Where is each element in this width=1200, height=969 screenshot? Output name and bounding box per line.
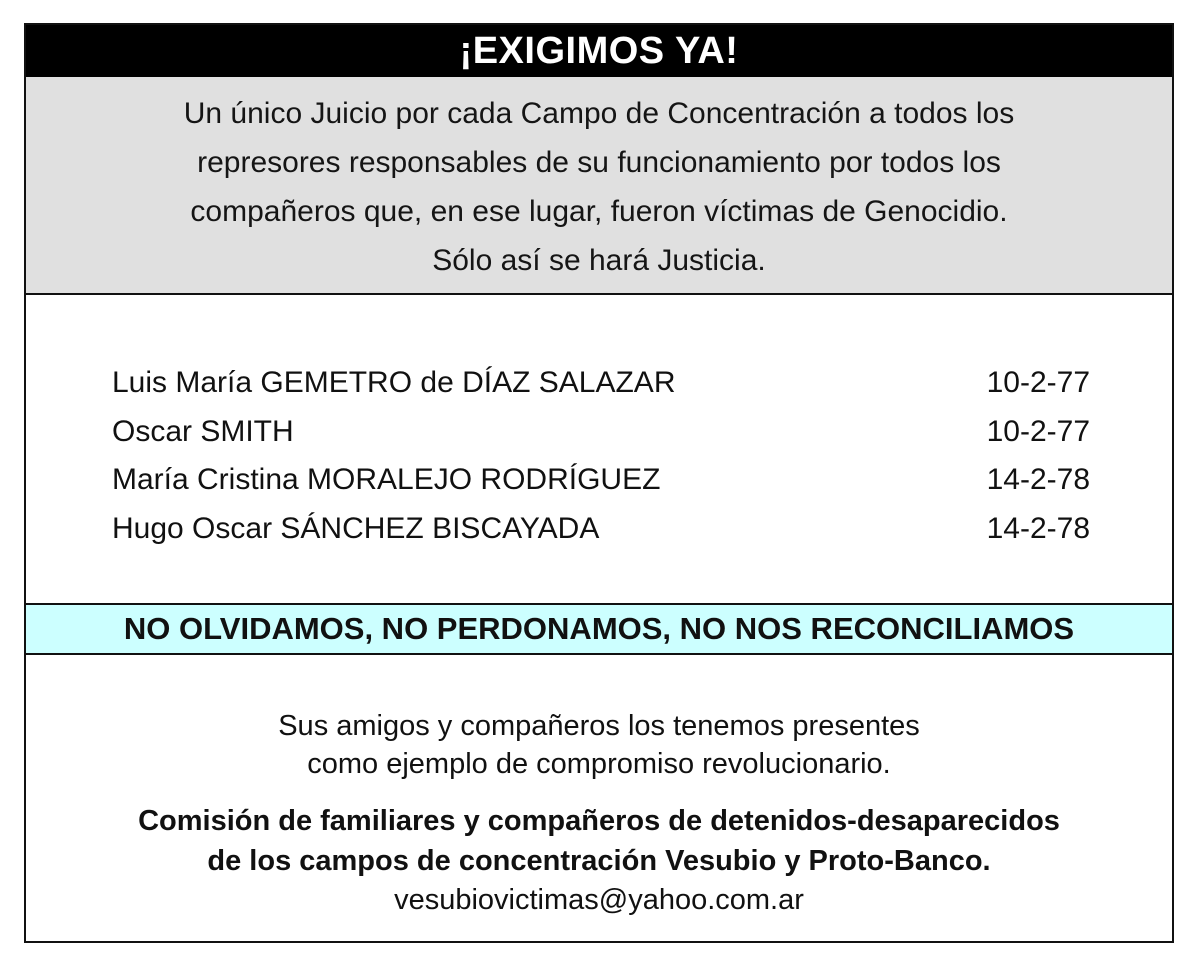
organization-block: [26, 801, 1172, 919]
footer-section: [26, 655, 1172, 919]
victim-row: [26, 408, 1172, 457]
victim-name: Oscar SMITH: [112, 414, 294, 448]
header-banner: [26, 25, 1172, 77]
demand-line: compañeros que, en ese lugar, fueron víctimas de Genocidio.: [190, 195, 1008, 228]
organization-line: Comisión de familiares y compañeros de detenidos-desaparecidos: [138, 805, 1060, 837]
victims-list: [26, 295, 1172, 605]
slogan-banner: [26, 605, 1172, 655]
contact-email: vesubiovictimas@yahoo.com.ar: [394, 884, 804, 916]
demand-line: Un único Juicio por cada Campo de Concentración a todos los: [183, 97, 1015, 130]
victim-date: 14-2-78: [986, 463, 1090, 496]
slogan-text: NO OLVIDAMOS, NO PERDONAMOS, NO NOS RECONCILIAMOS: [123, 611, 1075, 646]
notice-box: [24, 23, 1174, 943]
organization-line: de los campos de concentración Vesubio y Proto-Banco.: [207, 845, 991, 877]
victim-date: 14-2-78: [986, 511, 1090, 545]
victim-name: Hugo Oscar SÁNCHEZ BISCAYADA: [112, 511, 600, 545]
victim-name: María Cristina MORALEJO RODRÍGUEZ: [112, 463, 661, 496]
victim-date: 10-2-77: [986, 414, 1090, 448]
demand-section: [26, 77, 1172, 295]
victim-row: [26, 505, 1172, 554]
demand-line: Sólo así se hará Justicia.: [432, 244, 766, 277]
victim-date: 10-2-77: [986, 366, 1090, 399]
victim-row: [26, 456, 1172, 505]
tribute-line: como ejemplo de compromiso revolucionario.: [307, 748, 891, 780]
tribute-line: Sus amigos y compañeros los tenemos presentes: [278, 710, 920, 742]
victim-name: Luis María GEMETRO de DÍAZ SALAZAR: [112, 366, 676, 399]
victim-row: [26, 359, 1172, 408]
demand-line: represores responsables de su funcionamiento por todos los: [197, 146, 1001, 179]
header-title: ¡EXIGIMOS YA!: [459, 29, 739, 72]
